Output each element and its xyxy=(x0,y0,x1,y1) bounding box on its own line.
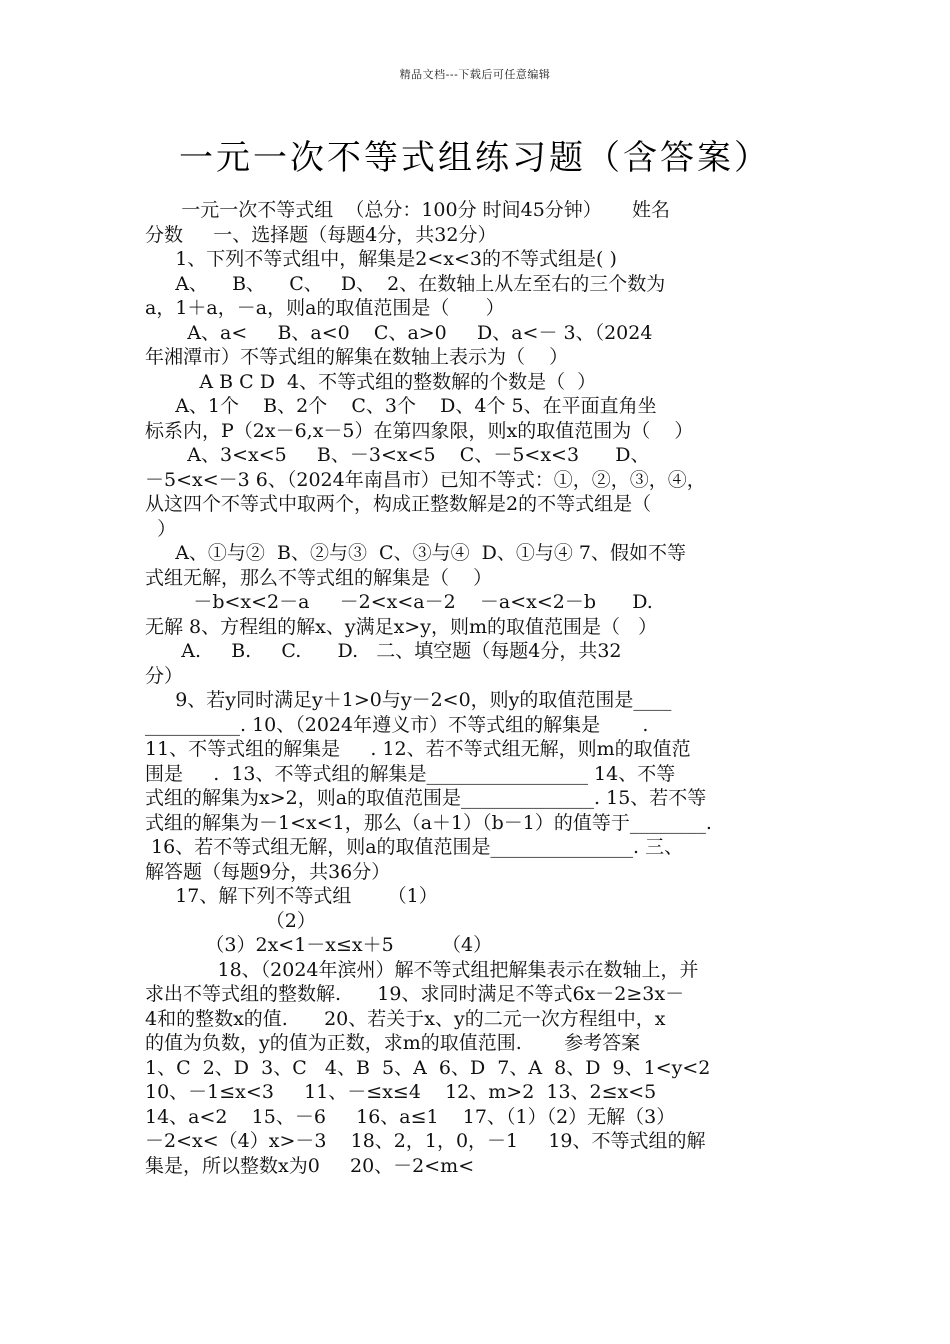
text-line: 求出不等式组的整数解. 19、求同时满足不等式6x－2≥3x－ xyxy=(145,983,685,1005)
text-line: A、1个 B、2个 C、3个 D、4个 5、在平面直角坐 xyxy=(145,395,657,417)
text-line: 10、－1≤x<3 11、－≤x≤4 12、m>2 13、2≤x<5 xyxy=(145,1081,657,1103)
document-title: 一元一次不等式组练习题（含答案） xyxy=(179,138,771,178)
text-line: 的值为负数，y的值为正数，求m的取值范围. 参考答案 xyxy=(145,1032,641,1054)
text-line: 标系内，P（2x－6,x－5）在第四象限，则x的取值范围为（ ） xyxy=(145,419,694,442)
text-line: 式组的解集为－1<x<1，那么（a＋1）（b－1）的值等于________. xyxy=(145,811,712,834)
text-line: __________. 10、（2024年遵义市）不等式组的解集是 . xyxy=(145,713,649,736)
text-line: 集是，所以整数x为0 20、－2<m< xyxy=(145,1154,475,1177)
text-line: A、3<x<5 B、－3<x<5 C、－5<x<3 D、 xyxy=(145,444,650,466)
text-line: 17、解下列不等式组 （1） xyxy=(145,885,438,907)
text-line: A. B. C. D. 二、填空题（每题4分，共32 xyxy=(145,640,622,662)
text-line: 分数 一、选择题（每题4分，共32分） xyxy=(145,223,497,246)
text-line: 16、若不等式组无解，则a的取值范围是_______________. 三、 xyxy=(145,836,684,858)
text-line: 分） xyxy=(145,664,184,687)
text-line: 式组无解，那么不等式组的解集是（ ） xyxy=(145,566,493,589)
text-line: A、①与② B、②与③ C、③与④ D、①与④ 7、假如不等 xyxy=(145,542,687,564)
text-line: A、 B、 C、 D、 2、在数轴上从左至右的三个数为 xyxy=(145,272,666,295)
text-line: 无解 8、方程组的解x、y满足x>y，则m的取值范围是（ ） xyxy=(145,615,658,638)
text-line: 11、不等式组的解集是 . 12、若不等式组无解，则m的取值范 xyxy=(145,738,691,760)
text-line: 式组的解集为x>2，则a的取值范围是______________. 15、若不等 xyxy=(145,787,707,809)
text-line: a，1＋a，－a，则a的取值范围是（ ） xyxy=(145,297,505,319)
text-line: －5<x<－3 6、（2024年南昌市）已知不等式：①，②，③，④， xyxy=(145,468,706,491)
text-line: A、a< B、a<0 C、a>0 D、a<－ 3、（2024 xyxy=(145,321,653,344)
text-line: 18、（2024年滨州）解不等式组把解集表示在数轴上，并 xyxy=(145,958,699,981)
text-line: －2<x<（4）x>－3 18、2，1，0，－1 19、不等式组的解 xyxy=(145,1130,706,1152)
text-line: 1、C 2、D 3、C 4、B 5、A 6、D 7、A 8、D 9、1<y<2 xyxy=(145,1056,711,1079)
text-line: A B C D 4、不等式组的整数解的个数是（ ） xyxy=(145,370,597,393)
text-line: 14、a<2 15、－6 16、a≤1 17、（1）（2）无解（3） xyxy=(145,1105,676,1128)
text-line: 从这四个不等式中取两个，构成正整数解是2的不等式组是（ xyxy=(145,493,652,515)
text-line: 4和的整数x的值. 20、若关于x、y的二元一次方程组中，x xyxy=(145,1007,666,1030)
text-line: 围是 . 13、不等式组的解集是_________________ 14、不等 xyxy=(145,762,676,785)
text-line: 解答题（每题9分，共36分） xyxy=(145,860,391,883)
text-line: 年湘潭市）不等式组的解集在数轴上表示为（ ） xyxy=(145,346,569,368)
text-line: 1、下列不等式组中，解集是2<x<3的不等式组是( ) xyxy=(145,248,617,270)
page-header: 精品文档---下载后可任意编辑 xyxy=(399,68,551,81)
text-line: 9、若y同时满足y＋1>0与y－2<0，则y的取值范围是____ xyxy=(145,689,672,711)
text-line: ） xyxy=(145,517,177,540)
document-body xyxy=(145,198,810,1178)
text-line: （2） xyxy=(145,909,316,932)
text-line: （3）2x<1－x≤x＋5 （4） xyxy=(145,934,493,956)
text-line: 一元一次不等式组 （总分：100分 时间45分钟） 姓名 xyxy=(145,199,670,221)
text-line: －b<x<2－a －2<x<a－2 －a<x<2－b D. xyxy=(145,591,653,613)
